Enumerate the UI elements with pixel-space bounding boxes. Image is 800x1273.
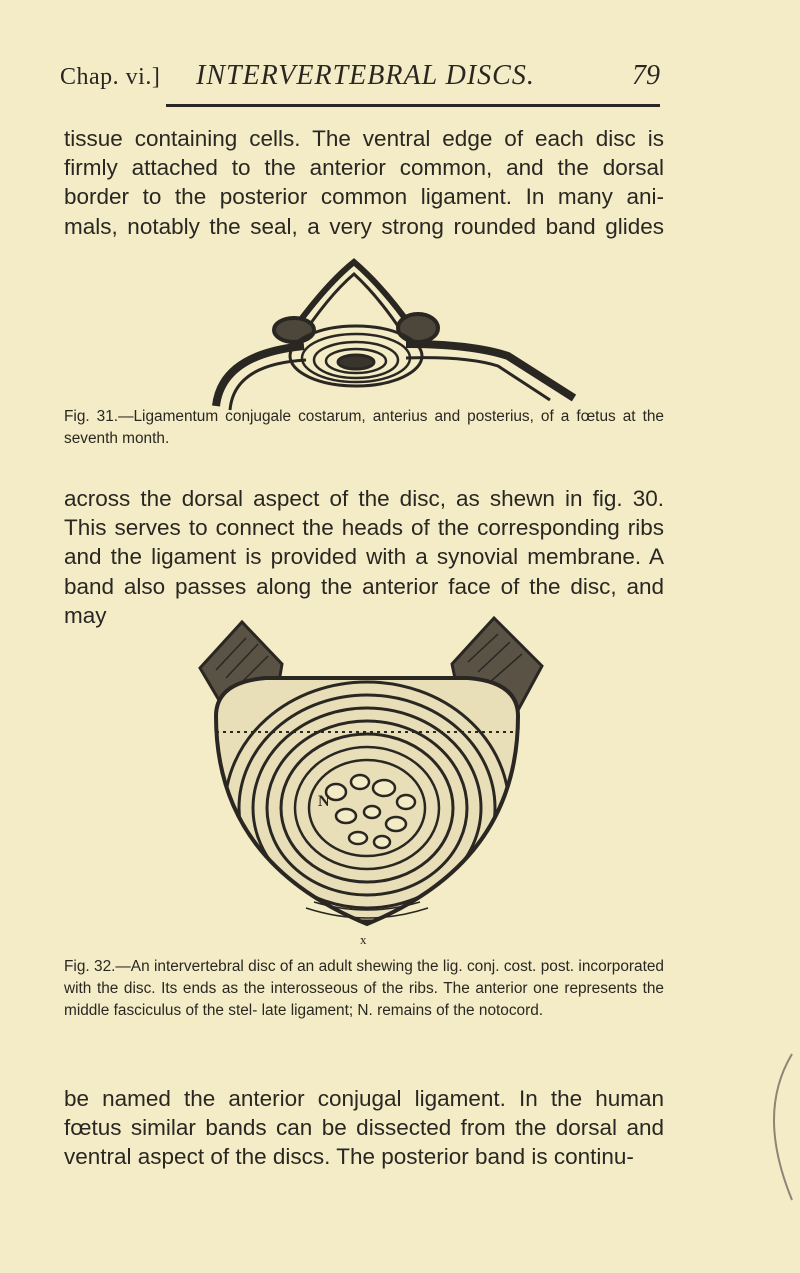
figure-32-label-x: x — [360, 932, 367, 947]
paragraph-3: be named the anterior conjugal ligament. In the human fœtus similar bands can be dissected from the dorsal and ventral aspect of the discs. The posterior band is continu- — [64, 1086, 664, 1170]
figure-31-caption: Fig. 31.—Ligamentum conjugale costarum, anterius and posterius, of a fœtus at the seventh month. — [64, 408, 664, 448]
running-header — [60, 52, 660, 96]
margin-bracket — [680, 1050, 800, 1215]
page-number: 79 — [632, 60, 660, 91]
figure-31-illustration — [208, 248, 592, 423]
figure-32-illustration — [186, 612, 548, 953]
paragraph-2: across the dorsal aspect of the disc, as shewn in fig. 30. This serves to connect the heads of the corresponding ribs and the ligament is provided with a synovial membrane. A band also passes along the anterior face of the disc, and may — [64, 486, 664, 628]
running-title: INTERVERTEBRAL DISCS. — [196, 60, 535, 91]
figure-32-label-n: N — [318, 793, 330, 810]
figure-32-caption: Fig. 32.—An intervertebral disc of an adult shewing the lig. conj. cost. post. incorporated with the disc. Its ends as the interosseous of the ribs. The anterior one represents the middle fasciculus of the stel- late ligament; N. remains of the notocord. — [64, 958, 664, 1020]
header-rule — [166, 104, 660, 107]
chapter-label: Chap. vi.] — [60, 64, 161, 90]
paragraph-1: tissue containing cells. The ventral edge of each disc is firmly attached to the anterior common, and the dorsal border to the posterior common ligament. In many ani- mals, notably the seal, a very strong rounded band glides — [64, 126, 664, 239]
